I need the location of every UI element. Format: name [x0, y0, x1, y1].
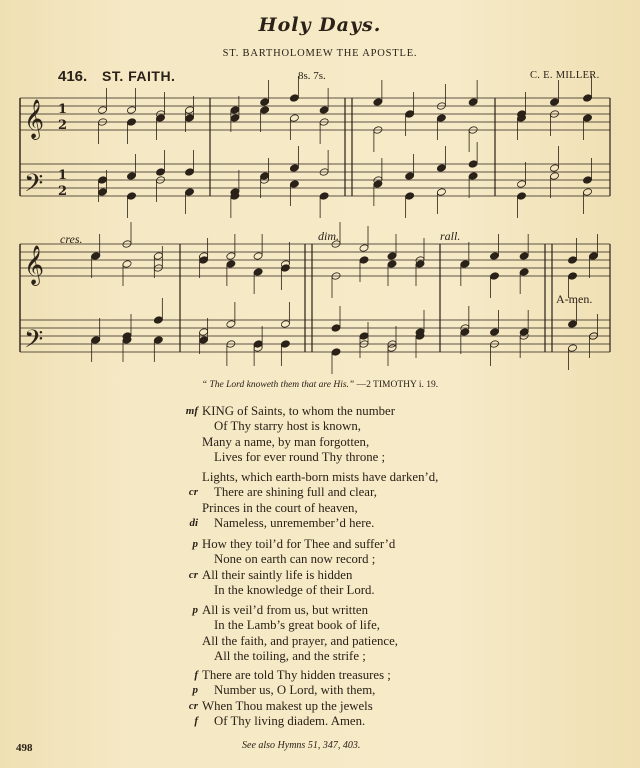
note-head [460, 260, 470, 269]
note-head [289, 164, 299, 173]
hymn-number: 416. [58, 68, 88, 85]
note-head [153, 252, 163, 261]
note-head [253, 268, 263, 277]
note-head [122, 260, 132, 269]
note-head [550, 98, 560, 107]
amen-label: A-men. [556, 292, 593, 306]
note-head [91, 336, 101, 345]
dynamic-dim: dim. [318, 229, 339, 243]
verse-line: Princes in the court of heaven, [202, 500, 358, 515]
time-signature: 2 [58, 184, 68, 199]
note-head [519, 252, 529, 261]
verse-line: All is veil’d from us, but written [202, 603, 368, 617]
note-head [519, 268, 529, 277]
note-head [127, 172, 137, 181]
note-head [98, 188, 108, 197]
note-head [185, 188, 195, 197]
note-head [568, 344, 578, 353]
note-head [289, 180, 299, 189]
bass-clef-glyph: 𝄢 [24, 325, 44, 360]
tune-name: ST. FAITH. [102, 68, 176, 84]
verse-line: There are told Thy hidden treasures ; [202, 668, 391, 682]
verse-line: Lights, which earth-born mists have darken’d, [202, 470, 439, 484]
note-head [359, 332, 369, 341]
see-also-label: See also [242, 740, 276, 751]
dynamic-mark: cr [188, 486, 198, 499]
note-head [436, 164, 446, 173]
note-head [490, 272, 500, 281]
note-head [468, 98, 478, 107]
verse-line: In the knowledge of their Lord. [214, 583, 375, 598]
note-head [550, 164, 560, 173]
note-head [289, 94, 299, 103]
note-head [185, 168, 195, 177]
dynamic-mark: mf [185, 405, 198, 417]
dynamic-mark: cr [188, 699, 198, 712]
time-signature: 1 [58, 168, 68, 183]
note-head [405, 172, 415, 181]
note-head [568, 320, 578, 329]
music-score [0, 0, 640, 380]
time-signature: 1 [58, 102, 68, 117]
note-head [583, 114, 593, 123]
note-head [199, 336, 209, 345]
note-head [405, 192, 415, 201]
note-head [199, 328, 209, 337]
note-head [91, 252, 101, 261]
note-head [550, 172, 560, 181]
note-head [387, 260, 397, 269]
verse-line: All their saintly life is hidden [202, 567, 353, 582]
note-head [226, 260, 236, 269]
verse-line: In the Lamb’s great book of life, [214, 618, 380, 633]
note-head [568, 256, 578, 265]
note-head [127, 192, 137, 201]
note-head [436, 114, 446, 123]
note-head [226, 252, 236, 261]
note-head [468, 172, 478, 181]
note-head [156, 168, 166, 177]
page-number: 498 [16, 742, 33, 754]
note-head [98, 176, 108, 185]
note-head [359, 244, 369, 253]
verse-line: How they toil’d for Thee and suffer’d [202, 537, 396, 551]
note-head [490, 328, 500, 337]
note-head [153, 316, 163, 325]
note-head [185, 106, 195, 115]
subtitle: ST. BARTHOLOMEW THE APOSTLE. [222, 48, 418, 59]
verse-line: KING of Saints, to whom the number [202, 404, 395, 418]
dynamic-mark: p [192, 538, 198, 550]
section-title: Holy Days. [258, 14, 382, 36]
composer: C. E. MILLER. [530, 70, 600, 81]
verse-line: Nameless, unremember’d here. [214, 516, 375, 531]
note-head [253, 252, 263, 261]
note-head [98, 106, 108, 115]
note-head [359, 256, 369, 265]
note-head [280, 320, 290, 329]
quote-text: “ The Lord knoweth them that are His.” [201, 380, 355, 390]
bass-clef-glyph: 𝄢 [24, 169, 44, 204]
note-head [331, 324, 341, 333]
note-head [405, 110, 415, 119]
note-head [185, 114, 195, 123]
note-head [260, 98, 270, 107]
dynamic-mark: p [192, 604, 198, 616]
verse-line: Of Thy starry host is known, [214, 419, 361, 434]
note-head [127, 106, 137, 115]
time-signature: 2 [58, 118, 68, 133]
note-head [230, 106, 240, 115]
note-head [153, 336, 163, 345]
note-head [589, 252, 599, 261]
verse-line: All the toiling, and the strife ; [214, 649, 366, 664]
note-head [490, 252, 500, 261]
dynamic-cres: cres. [60, 232, 83, 246]
note-head [260, 106, 270, 115]
note-head [331, 348, 341, 357]
note-head [373, 98, 383, 107]
note-head [280, 340, 290, 349]
treble-clef-glyph: 𝄞 [24, 99, 45, 139]
dynamic-rall: rall. [440, 229, 461, 243]
note-head [289, 114, 299, 123]
note-head [583, 94, 593, 103]
note-head [230, 114, 240, 123]
note-head [127, 118, 137, 127]
see-also [242, 740, 360, 751]
see-also-hymns: Hymns 51, 347, 403. [277, 740, 361, 751]
verse-line: When Thou makest up the jewels [202, 698, 373, 713]
scripture-quote [0, 380, 640, 390]
note-head [319, 106, 329, 115]
note-head [568, 272, 578, 281]
dynamic-mark: cr [188, 568, 198, 581]
note-head [517, 192, 527, 201]
verse-line: All the faith, and prayer, and patience, [202, 633, 398, 648]
verse-line: Of Thy living diadem. Amen. [214, 714, 366, 729]
note-head [583, 188, 593, 197]
verse-line: Number us, O Lord, with them, [214, 683, 376, 698]
treble-clef-glyph: 𝄞 [24, 245, 45, 285]
verse-line: There are shining full and clear, [214, 485, 377, 500]
dynamic-mark: f [194, 715, 198, 728]
note-head [468, 160, 478, 169]
note-head [226, 320, 236, 329]
dynamic-mark: di [189, 517, 198, 530]
dynamic-mark: f [194, 669, 198, 681]
note-head [436, 188, 446, 197]
verse-line: Many a name, by man forgotten, [202, 434, 370, 449]
verse-line: Lives for ever round Thy throne ; [214, 450, 386, 465]
dynamic-mark: p [192, 684, 198, 697]
note-head [583, 176, 593, 185]
note-head [319, 192, 329, 201]
verse-line: None on earth can now record ; [214, 552, 376, 567]
meter: 8s. 7s. [298, 70, 326, 82]
quote-reference: —2 TIMOTHY i. 19. [356, 380, 439, 390]
note-head [387, 252, 397, 261]
note-head [517, 180, 527, 189]
